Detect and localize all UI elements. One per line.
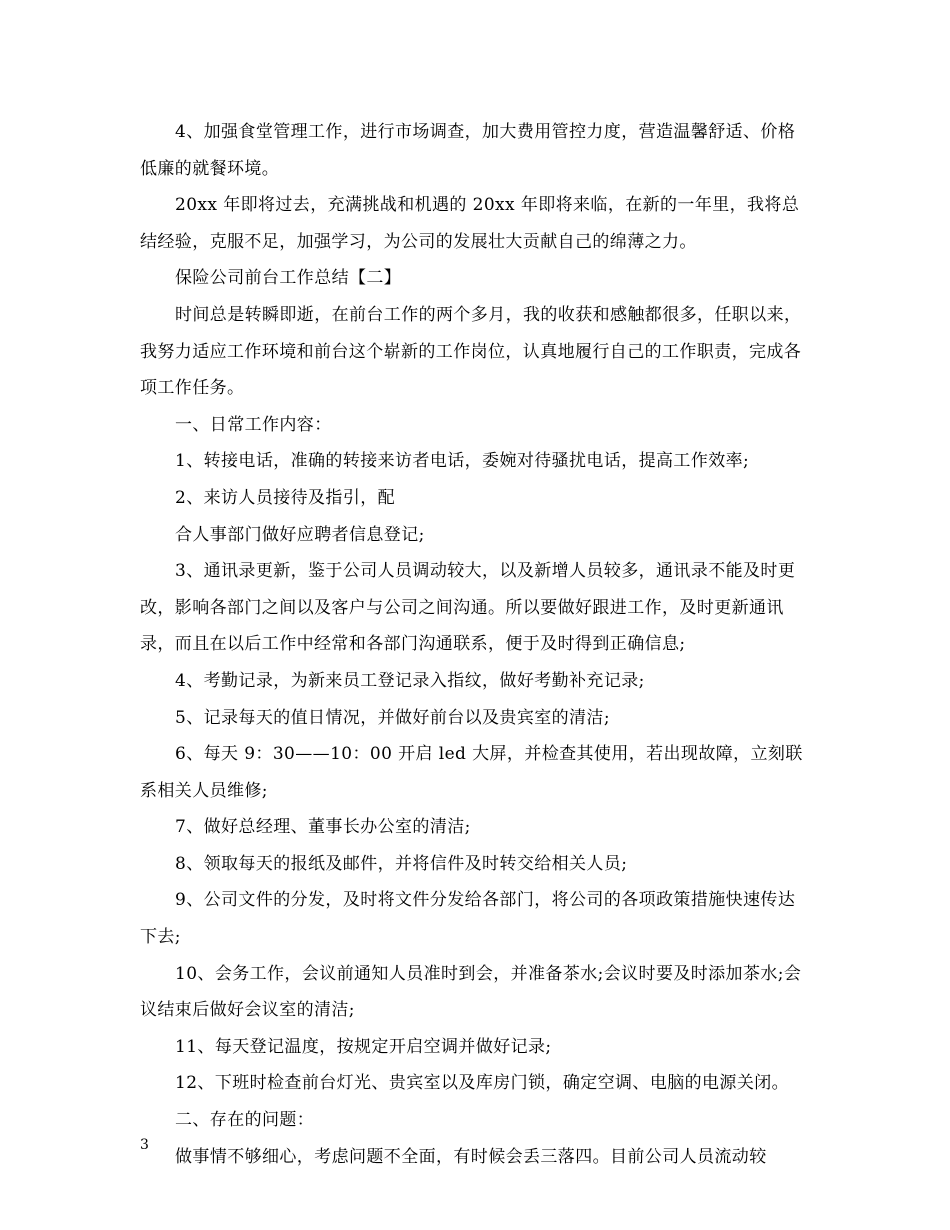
list-item-11: 11、每天登记温度，按规定开启空调并做好记录; <box>175 1036 552 1057</box>
paragraph-problems: 做事情不够细心，考虑问题不全面，有时候会丢三落四。目前公司人员流动较 <box>175 1146 767 1167</box>
paragraph-year-end: 20xx 年即将过去，充满挑战和机遇的 20xx 年即将来临，在新的一年里，我将总结经验，克服不足，加强学习，为公司的发展壮大贡献自己的绵薄之力。 <box>140 195 800 252</box>
document-body <box>140 114 812 1175</box>
list-item-2: 2、来访人员接待及指引，配 <box>175 487 396 508</box>
section-heading-daily-work: 一、日常工作内容： <box>175 414 332 435</box>
list-item-4: 4、考勤记录，为新来员工登记录入指纹，做好考勤补充记录; <box>175 670 645 691</box>
list-item-8: 8、领取每天的报纸及邮件，并将信件及时转交给相关人员; <box>175 853 628 874</box>
list-item-3: 3、通讯录更新，鉴于公司人员调动较大，以及新增人员较多，通讯录不能及时更改，影响各部门之间以及客户与公司之间沟通。所以要做好跟进工作，及时更新通讯录，而且在以后工作中经常和各部门沟通联系，便于及时得到正确信息; <box>140 561 796 655</box>
section-heading-summary-two: 保险公司前台工作总结【二】 <box>175 268 402 289</box>
list-item-12: 12、下班时检查前台灯光、贵宾室以及库房门锁，确定空调、电脑的电源关闭。 <box>175 1073 790 1094</box>
list-item-9: 9、公司文件的分发，及时将文件分发给各部门，将公司的各项政策措施快速传达下去; <box>140 890 796 948</box>
list-item-2-continued: 合人事部门做好应聘者信息登记; <box>175 524 425 545</box>
list-item-7: 7、做好总经理、董事长办公室的清洁; <box>175 817 471 838</box>
paragraph-intro: 时间总是转瞬即逝，在前台工作的两个多月，我的收获和感触都很多，任职以来，我努力适应工作环境和前台这个崭新的工作岗位，认真地履行自己的工作职责，完成各项工作任务。 <box>140 304 802 399</box>
list-item-1: 1、转接电话，准确的转接来访者电话，委婉对待骚扰电话，提高工作效率; <box>175 451 750 472</box>
paragraph-canteen-management: 4、加强食堂管理工作，进行市场调查，加大费用管控力度，营造温馨舒适、价格低廉的就餐环境。 <box>140 122 796 179</box>
section-heading-problems: 二、存在的问题： <box>175 1110 315 1131</box>
page-number: 3 <box>140 1137 149 1153</box>
list-item-5: 5、记录每天的值日情况，并做好前台以及贵宾室的清洁; <box>175 707 610 728</box>
list-item-6: 6、每天 9：30——10：00 开启 led 大屏，并检查其使用，若出现故障，立刻联系相关人员维修; <box>140 744 803 801</box>
list-item-10: 10、会务工作，会议前通知人员准时到会，并准备茶水;会议时要及时添加茶水;会议结束后做好会议室的清洁; <box>140 963 802 1021</box>
